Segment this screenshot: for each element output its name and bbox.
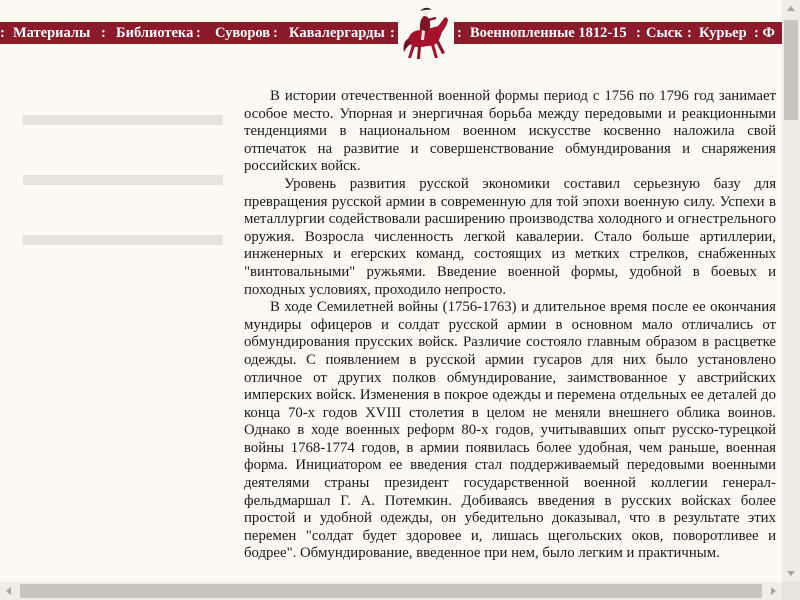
horizontal-scrollbar[interactable] (0, 582, 782, 600)
vertical-scrollbar[interactable] (782, 0, 800, 582)
horseman-icon (398, 4, 454, 62)
left-sidebar (0, 60, 240, 580)
horizontal-scroll-thumb[interactable] (20, 584, 762, 598)
nav-link-investigation[interactable]: Сыск (646, 25, 683, 41)
scrollbar-corner (782, 582, 800, 600)
article-paragraph: В ходе Семилетней войны (1756-1763) и длительное время после ее окончания мундиры офицеров и солдат русской армии в основном мало отличались от обмундирования прусских войск. Различие состояло главным образом в расцветке одежды. С появлением в русской армии гусаров для них было установлено отличное от других полков обмундирование, заимствованное у австрийских имперских войск. Изменения в покрое одежды и перемена отдельных ее деталей до конца 70-х годов XVIII столетия в целом не меняли внешнего облика воинов. Однако в ходе военных реформ 80-х годов, учитывавших опыт русско-турецкой войны 1768-1774 годов, в армии появилась более удобная, чем раньше, военная форма. Инициатором ее введения стал поддерживаемый передовыми военными деятелями страны президент государственной военной коллегии генерал-фельдмаршал Г. А. Потемкин. Добиваясь введения в русских войсках более простой и удобной одежды, он убедительно доказывал, что в результате этих перемен "солдат будет здоровее и, лишась щегольских оков, поворотливее и бодрее". Обмундирование, введенное при нем, было легким и практичным. (244, 299, 776, 562)
nav-separator: : (0, 25, 5, 41)
top-nav-bar (0, 22, 782, 44)
nav-separator: : (457, 25, 462, 41)
nav-separator: : (636, 25, 641, 41)
article-paragraph: В истории отечественной военной формы период с 1756 по 1796 год занимает особое место. Упорная и энергичная борьба между передовыми и реакционными тенденциями в национальном военном искусстве косвенно наложила свой отпечаток на развитие и совершенствование обмундирования и снаряжения российских войск. (244, 88, 776, 175)
nav-link-courier[interactable]: Курьер (699, 25, 747, 41)
nav-separator: : (101, 25, 106, 41)
nav-link-chevalier-guards[interactable]: Кавалергарды (289, 25, 385, 41)
scroll-right-arrow-icon[interactable] (764, 582, 782, 600)
nav-separator: : (196, 25, 201, 41)
scroll-up-arrow-icon[interactable] (782, 0, 800, 18)
nav-separator: : Ф (754, 25, 775, 41)
article-body (244, 88, 776, 580)
nav-link-suvorov[interactable]: Суворов (215, 25, 271, 41)
nav-link-library[interactable]: Библиотека (116, 25, 194, 41)
scroll-down-arrow-icon[interactable] (782, 564, 800, 582)
sidebar-placeholder-bar (23, 175, 223, 185)
nav-separator: : (390, 25, 395, 41)
nav-link-prisoners-of-war[interactable]: Военнопленные 1812-15 (470, 25, 627, 41)
nav-separator: : (273, 25, 278, 41)
vertical-scroll-thumb[interactable] (784, 20, 798, 120)
article-paragraph: Уровень развития русской экономики составил серьезную базу для превращения русской армии в современную для той эпохи военную силу. Успехи в металлургии содействовали расширению производства холодного и огнестрельного оружия. Возросла численность легкой кавалерии. Стало больше артиллерии, инженерных и егерских команд, состоящих из метких стрелков, снабженных "винтовальными" ружьями. Введение военной формы, удобной в боевых и походных условиях, проходило непросто. (244, 175, 776, 298)
sidebar-placeholder-bar (23, 115, 223, 125)
nav-separator: : (687, 25, 692, 41)
site-logo[interactable] (398, 4, 454, 62)
sidebar-placeholder-bar (23, 235, 223, 245)
nav-link-materials[interactable]: Материалы (13, 25, 91, 41)
scroll-left-arrow-icon[interactable] (0, 582, 18, 600)
